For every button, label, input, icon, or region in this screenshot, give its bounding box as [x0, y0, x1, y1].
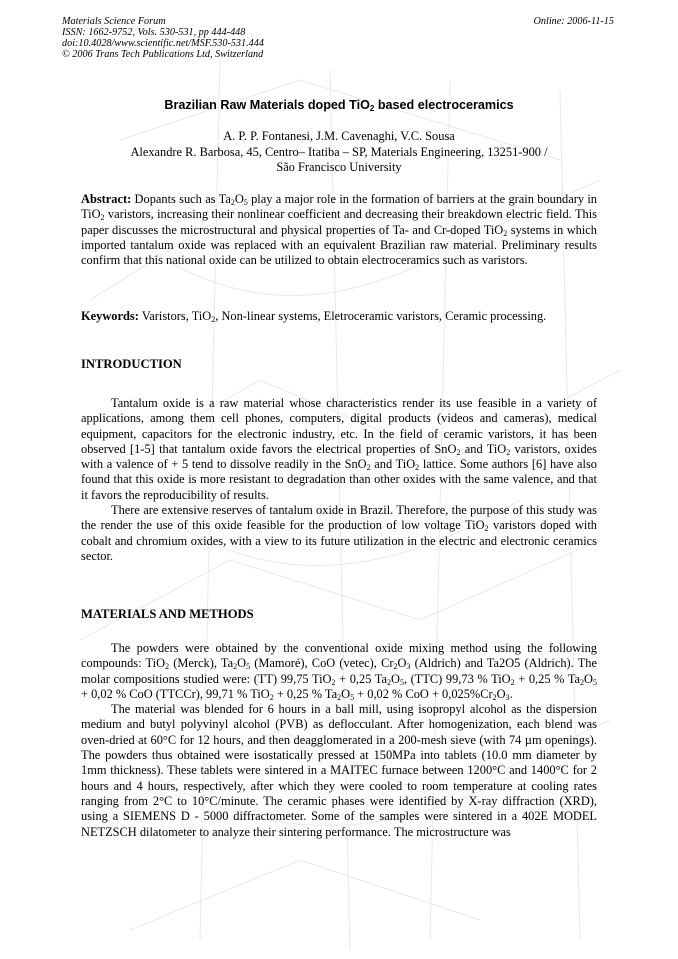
author-affiliation: Alexandre R. Barbosa, 45, Centro– Itatiba – SP, Materials Engineering, 13251-900 /: [130, 144, 548, 159]
abstract-label: Abstract:: [81, 192, 132, 206]
introduction-heading: INTRODUCTION: [81, 357, 182, 371]
methods-paragraph-1: The powders were obtained by the conventional oxide mixing method using the following compounds: TiO$_2$ (Merck), $Ta_2O_5$ (Mamoré), CoO (vetec), $Cr_2O_3$ (Aldrich) and Ta2O5 (Aldrich). The molar compositions studied were: (TT) 99,75 TiO$_2$ + 0,25 $Ta_2O_5$, (TTC) 99,73 % TiO$_2$ + 0,25 % $Ta_2O_5 + 0,02$ % CoO (TTCCr), 99,71 % TiO$_2$ + 0,25 % $Ta_2O_5 + 0,02$ % CoO + $0,025\%Cr_2O_3$.: [81, 641, 597, 702]
abstract: Abstract: Dopants such as $Ta_2O_5$ play a major role in the formation of barriers at the grain boundary in TiO$_2$ varistors, increasing their nonlinear coefficient and decreasing their breakdown electric field. This paper discusses the microstructural and physical properties of Ta- and Cr-doped TiO$_2$ systems in which imported tantalum oxide was replaced with an equivalent Brazilian raw material. Preliminary results confirm that this national oxide can be utilized to obtain electroceramics such as varistors.: [81, 192, 598, 268]
introduction-body: [81, 396, 597, 564]
introduction-paragraph-2: There are extensive reserves of tantalum oxide in Brazil. Therefore, the purpose of this study was the render the use of this oxide feasible for the production of low voltage TiO$_2$ varistors doped with cobalt and chromium oxides, with a view to its future utilization in the electric and electronic ceramics sector.: [81, 503, 598, 563]
copyright-line: © 2006 Trans Tech Publications Ltd, Switzerland: [62, 49, 264, 60]
issn-line: ISSN: 1662-9752, Vols. 530-531, pp 444-448: [62, 27, 246, 38]
journal-name: Materials Science Forum: [62, 16, 166, 27]
author-names: A. P. P. Fontanesi, J.M. Cavenaghi, V.C. Sousa: [223, 129, 455, 143]
methods-paragraph-2: The material was blended for 6 hours in a ball mill, using isopropyl alcohol as the dispersion medium and butyl polyvinyl alcohol (PVB) as deflocculant. After homogenization, each blend was oven-dried at 60°C for 12 hours, and then deagglomerated in a 200-mesh sieve (with 74 µm openings). The powders thus obtained were isostatically pressed at 150MPa into tablets (10.0 mm diameter by 1mm thickness). These tablets were sintered in a MAITEC furnace between 1200°C and 1400°C for 2 hours and 4 hours, respectively, after which they were cooled to room temperature at cooling rates ranging from 2°C to 10°C/minute. The ceramic phases were identified by X-ray diffraction (XRD), using a SIEMENS D - 5000 diffractometer. Some of the samples were sintered in a 402E MODEL NETZSCH dilatometer to analyze their sintering performance. The microstructure was: [81, 702, 597, 839]
author-block: [0, 129, 678, 176]
publication-header: [62, 16, 264, 60]
paper-title: Brazilian Raw Materials doped TiO$_2$ based electroceramics: [164, 98, 514, 113]
keywords-label: Keywords:: [81, 309, 139, 323]
methods-heading: MATERIALS AND METHODS: [81, 607, 254, 621]
methods-body: [81, 641, 597, 840]
author-university: São Francisco University: [276, 160, 402, 175]
online-date: Online: 2006-11-15: [533, 16, 614, 27]
keywords: Keywords: Varistors, TiO$_2$, Non-linear systems, Eletroceramic varistors, Ceramic processing.: [81, 309, 547, 324]
introduction-paragraph-1: Tantalum oxide is a raw material whose characteristics render its use feasible in a variety of applications, among them cell phones, computers, digital products (videos and cameras), medical equipment, capacitors for the electronic industry, etc. In the field of ceramic varistors, it has been observed [1-5] that tantalum oxide favors the electrical properties of SnO$_2$ and TiO$_2$ varistors, oxides with a valence of + 5 tend to dissolve readily in the SnO$_2$ and TiO$_2$ lattice. Some authors [6] have also found that this oxide is more resistant to degradation than other oxides with the same valence, and that it favors the reproducibility of results.: [81, 396, 597, 502]
doi-line: doi:10.4028/www.scientific.net/MSF.530-531.444: [62, 38, 264, 49]
